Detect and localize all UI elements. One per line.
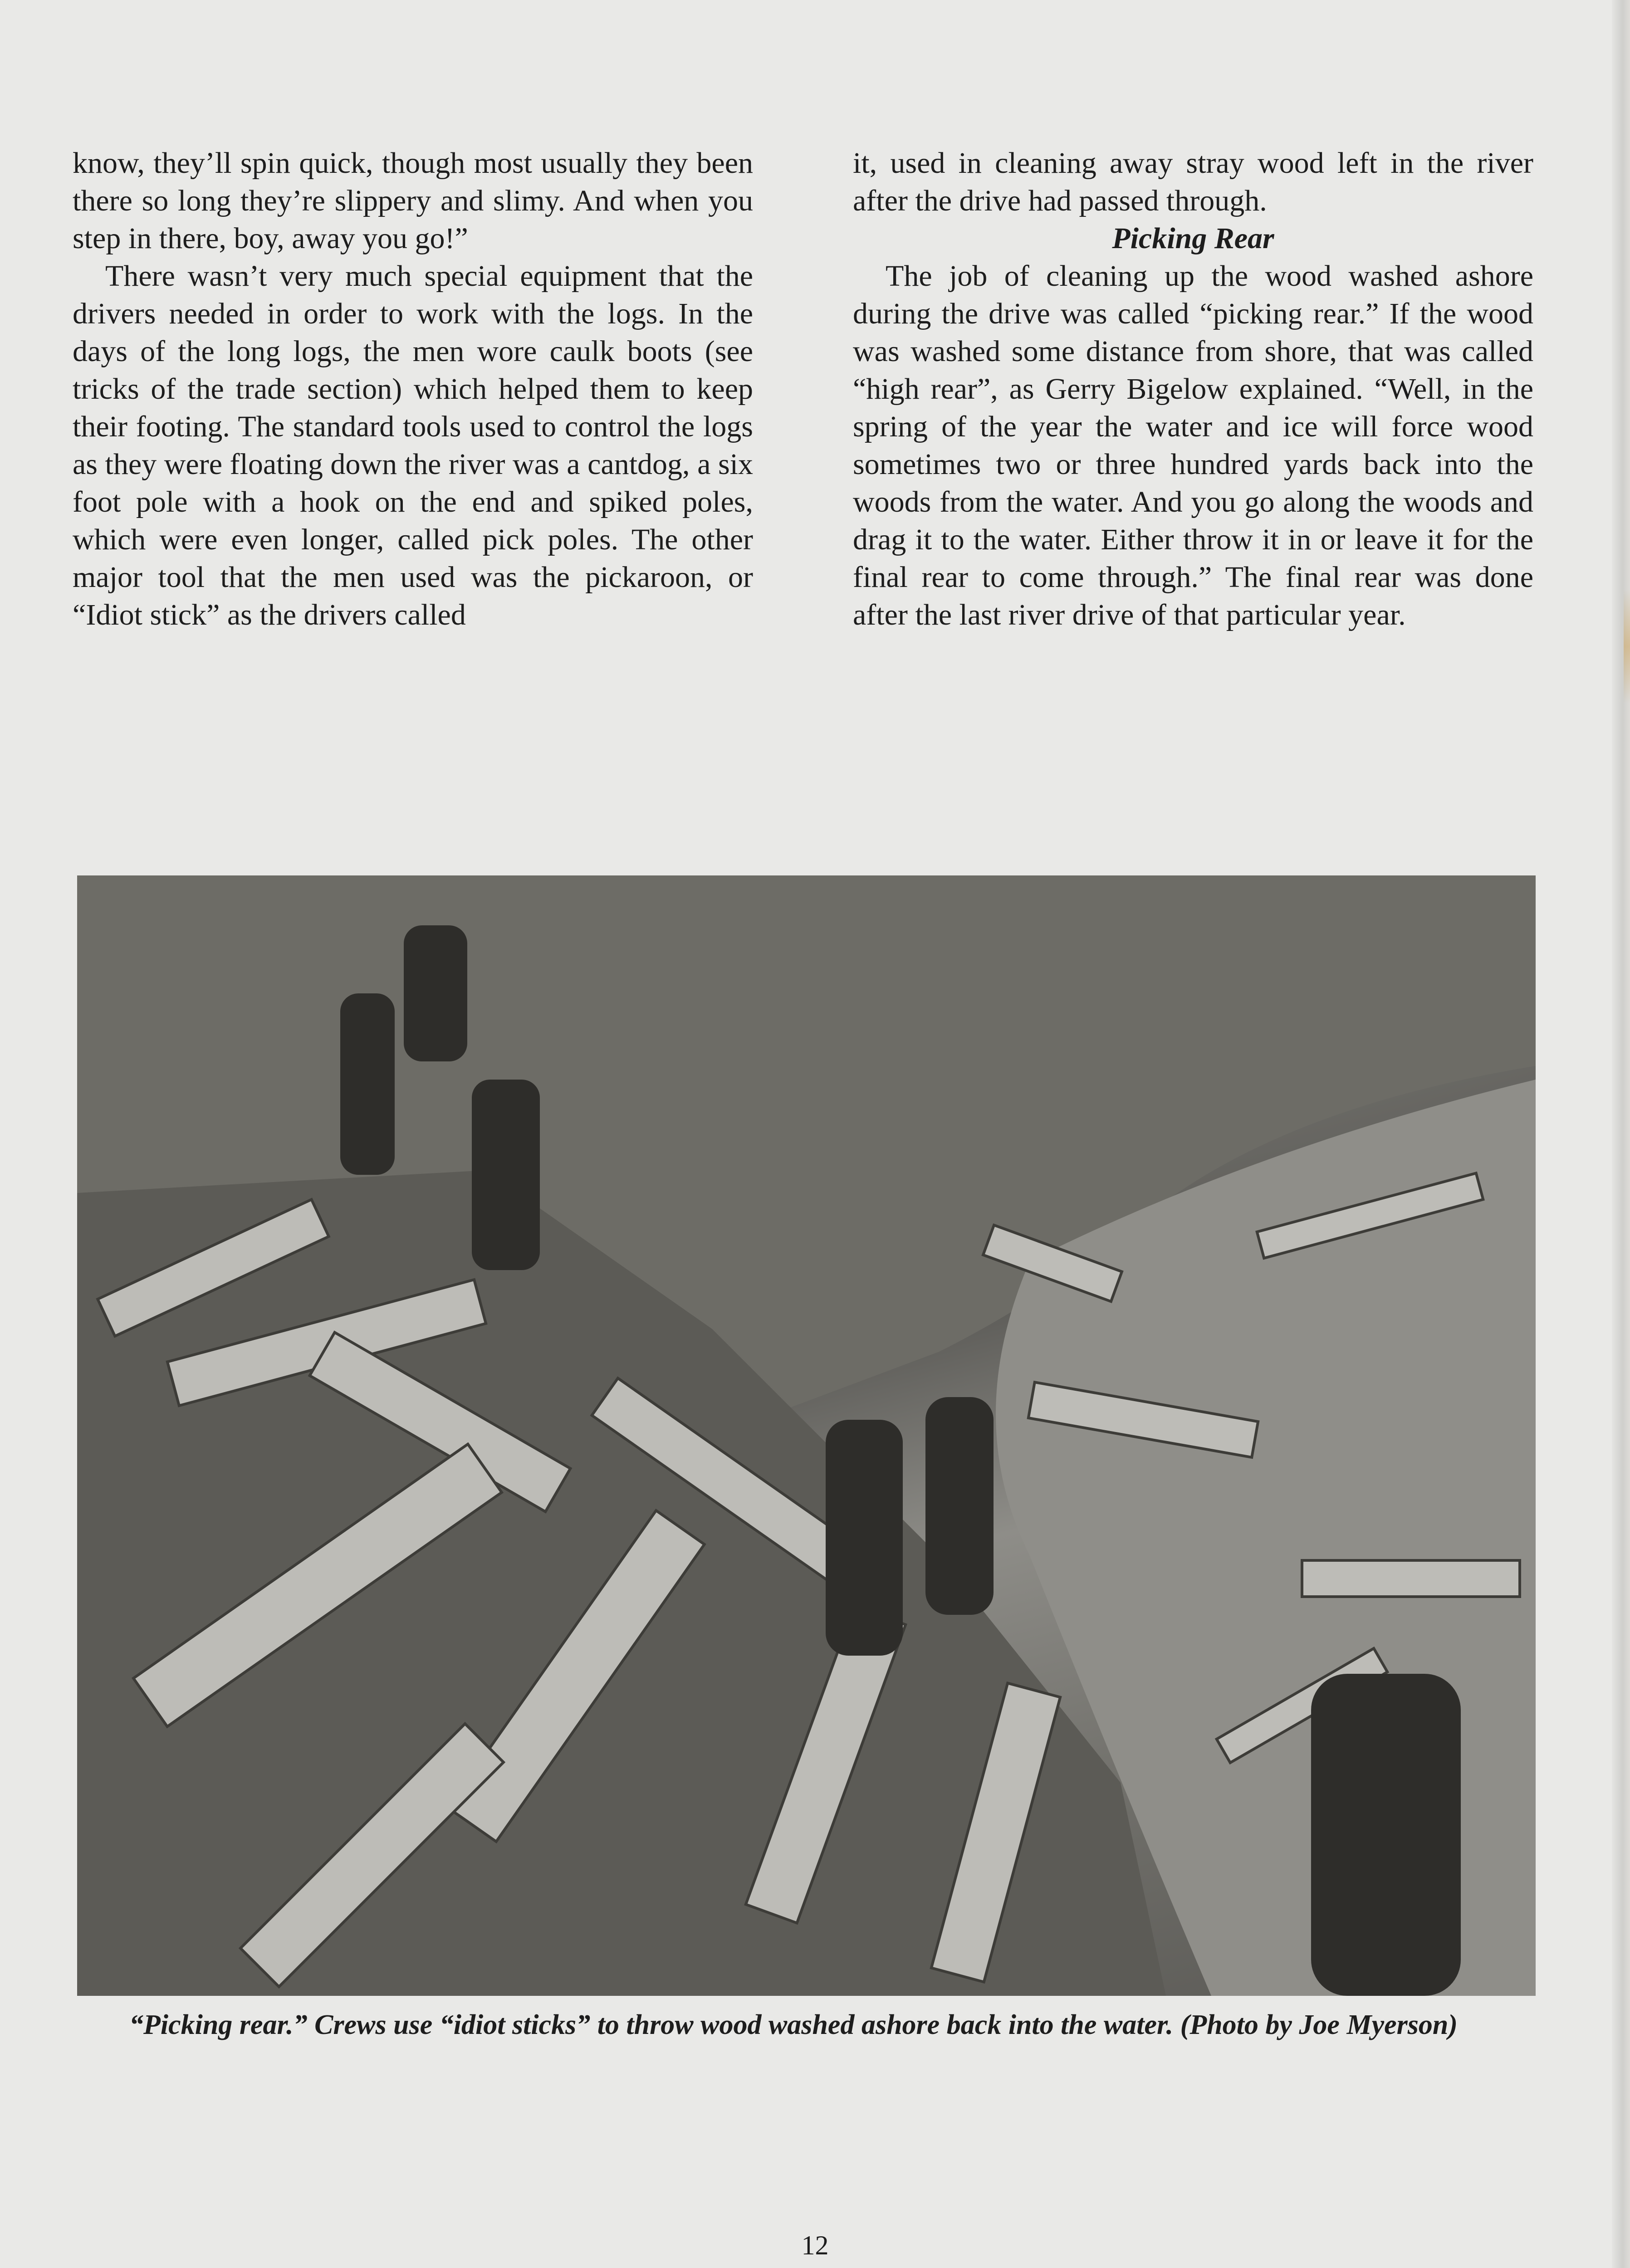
paragraph: The job of cleaning up the wood washed ashore during the drive was called “picking rear.” If the wood was washed some distance from shore, that was called “high rear”, as Gerry Bigelow explained. “Well, in the spring of the year the water and ice will force wood sometimes two or three hundred yards back into the woods from the water. And you go along the woods and drag it to the water. Either throw it in or leave it for the final rear to come through.” The final rear was done after the last river drive of that particular year.: [853, 259, 1533, 631]
worker: [340, 993, 395, 1175]
worker-plaid-shirt: [826, 1420, 903, 1656]
section-heading: Picking Rear: [1112, 222, 1274, 255]
paragraph-continuation: it, used in cleaning away stray wood left in the river after the drive had passed through.: [853, 147, 1533, 217]
paragraph: There wasn’t very much special equipment that the drivers needed in order to work with the logs. In the days of the long logs, the men wore caulk boots (see tricks of the trade section) which helped them to keep their footing. The standard tools used to control the logs as they were floating down the river was a cantdog, a six foot pole with a hook on the end and spiked poles, which were even longer, called pick poles. The other major tool that the men used was the pickaroon, or “Idiot stick” as the drivers called: [73, 259, 753, 631]
worker-foreground: [1311, 1674, 1461, 1996]
paragraph: know, they’ll spin quick, though most usually they been there so long they’re slippery and slimy. And when you step in there, boy, away you go!”: [73, 147, 753, 255]
photo-caption: “Picking rear.” Crews use “idiot sticks” to throw wood washed ashore back into the water. (Photo by Joe Myerson): [129, 2009, 1458, 2040]
worker: [925, 1397, 994, 1615]
page-number: 12: [801, 2230, 829, 2260]
page-edge-shadow: [1612, 0, 1630, 2268]
worker: [404, 925, 467, 1061]
worker: [472, 1080, 540, 1270]
photo-illustration: [77, 875, 1536, 1996]
right-text-column: [853, 144, 1533, 634]
photo-log-drive: [77, 875, 1536, 1996]
paper-stain: [1624, 590, 1630, 703]
left-text-column: [73, 144, 753, 634]
